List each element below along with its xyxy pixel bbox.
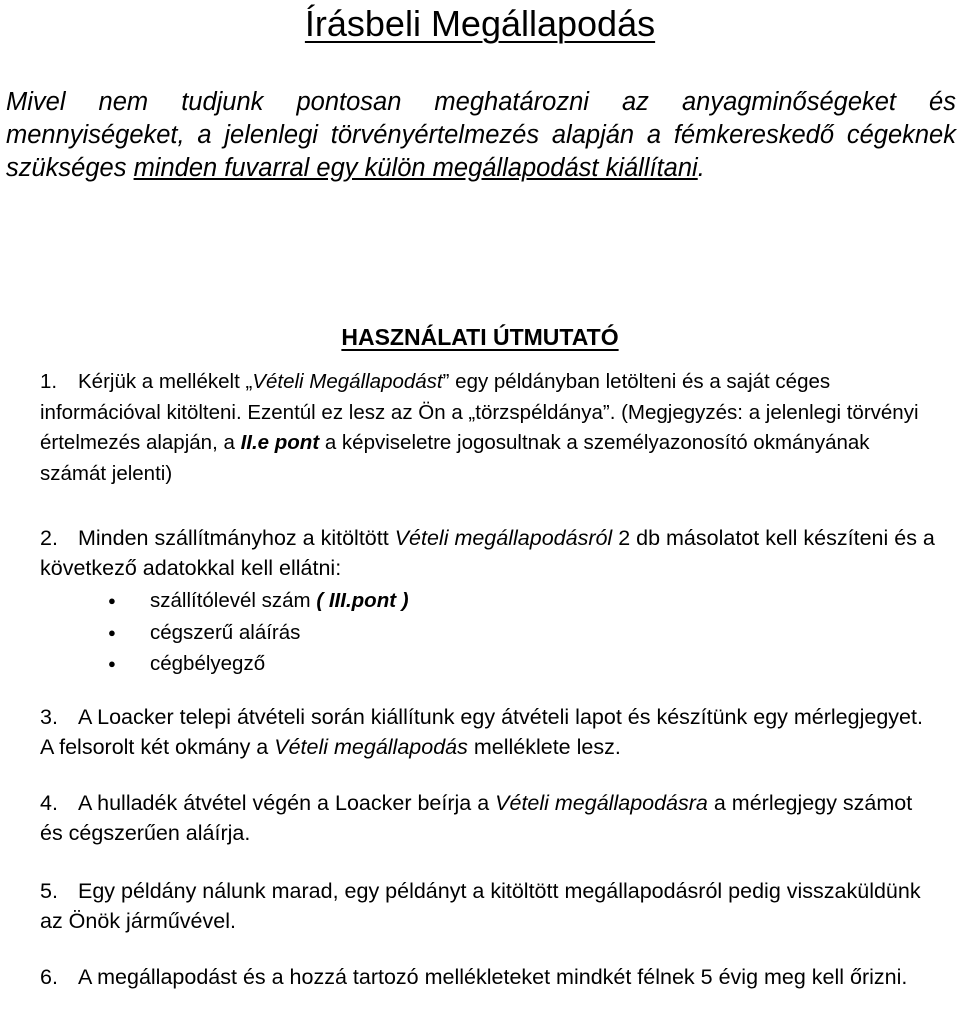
item-text: 2 db másolatot kell készíteni és a következő adatokkal kell ellátni: — [40, 526, 935, 580]
item-text: A megállapodást és a hozzá tartozó mellékleteket mindkét félnek 5 évig meg kell őrizni. — [78, 965, 908, 989]
intro-underlined-text: minden fuvarral egy külön megállapodást kiállítani — [133, 154, 698, 182]
item-text: ” egy példányban letölteni és a saját céges információval kitölteni. Ezentúl ez lesz az Ön a „törzspéldánya”. (Megjegyzés: a jelenlegi törvényi értelmezés alapján, a — [40, 370, 919, 454]
item-number: 5. — [40, 879, 58, 903]
list-item: ● cégbélyegző — [108, 648, 409, 680]
intro-paragraph — [6, 86, 956, 185]
item-text: a mérlegjegy számot és cégszerűen aláírja. — [40, 791, 913, 845]
instruction-item-3 — [40, 702, 940, 762]
item-number: 4. — [40, 791, 58, 815]
item-text: a képviseletre jogosultnak a személyazonosító okmányának számát jelenti) — [40, 431, 870, 485]
item-text: A Loacker telepi átvételi során kiállítunk egy átvételi lapot és készítünk egy mérlegjegyet. A felsorolt két okmány a — [40, 705, 923, 759]
item-number: 6. — [40, 965, 58, 989]
instruction-item-4 — [40, 788, 940, 848]
item-italic-text: Vételi megállapodásról — [394, 526, 613, 550]
instruction-item-1 — [40, 367, 940, 489]
intro-text-2: . — [697, 154, 705, 182]
item-bold-italic-text: II.e pont — [240, 431, 320, 454]
list-item: ● cégszerű aláírás — [108, 617, 409, 649]
item-number: 3. — [40, 705, 58, 729]
item-text: Egy példány nálunk marad, egy példányt a kitöltött megállapodásról pedig visszaküldünk az Önök járművével. — [40, 879, 921, 933]
item-text: A hulladék átvétel végén a Loacker beírja a — [78, 791, 496, 815]
intro-text-1: Mivel nem tudjunk pontosan meghatározni az anyagminőségeket és mennyiségeket, a jelenlegi törvényértelmezés alapján a fémkereskedő cégeknek szükséges — [6, 88, 956, 182]
document-title: Írásbeli Megállapodás — [304, 3, 656, 44]
item-number: 2. — [40, 526, 58, 550]
item-text: Kérjük a mellékelt „ — [78, 370, 253, 393]
item-italic-text: Vételi Megállapodást — [252, 370, 443, 393]
list-item: ● szállítólevél szám ( III.pont ) — [108, 585, 409, 617]
section-heading: HASZNÁLATI ÚTMUTATÓ — [341, 324, 619, 350]
item-text: melléklete lesz. — [467, 735, 621, 759]
item-italic-text: Vételi megállapodásra — [495, 791, 708, 815]
instruction-item-6 — [40, 962, 940, 992]
instruction-item-2 — [40, 523, 940, 583]
instruction-item-5 — [40, 876, 940, 936]
item-number: 1. — [40, 370, 58, 393]
item-italic-text: Vételi megállapodás — [274, 735, 468, 759]
item-text: Minden szállítmányhoz a kitöltött — [78, 526, 395, 550]
required-data-list — [108, 585, 409, 680]
